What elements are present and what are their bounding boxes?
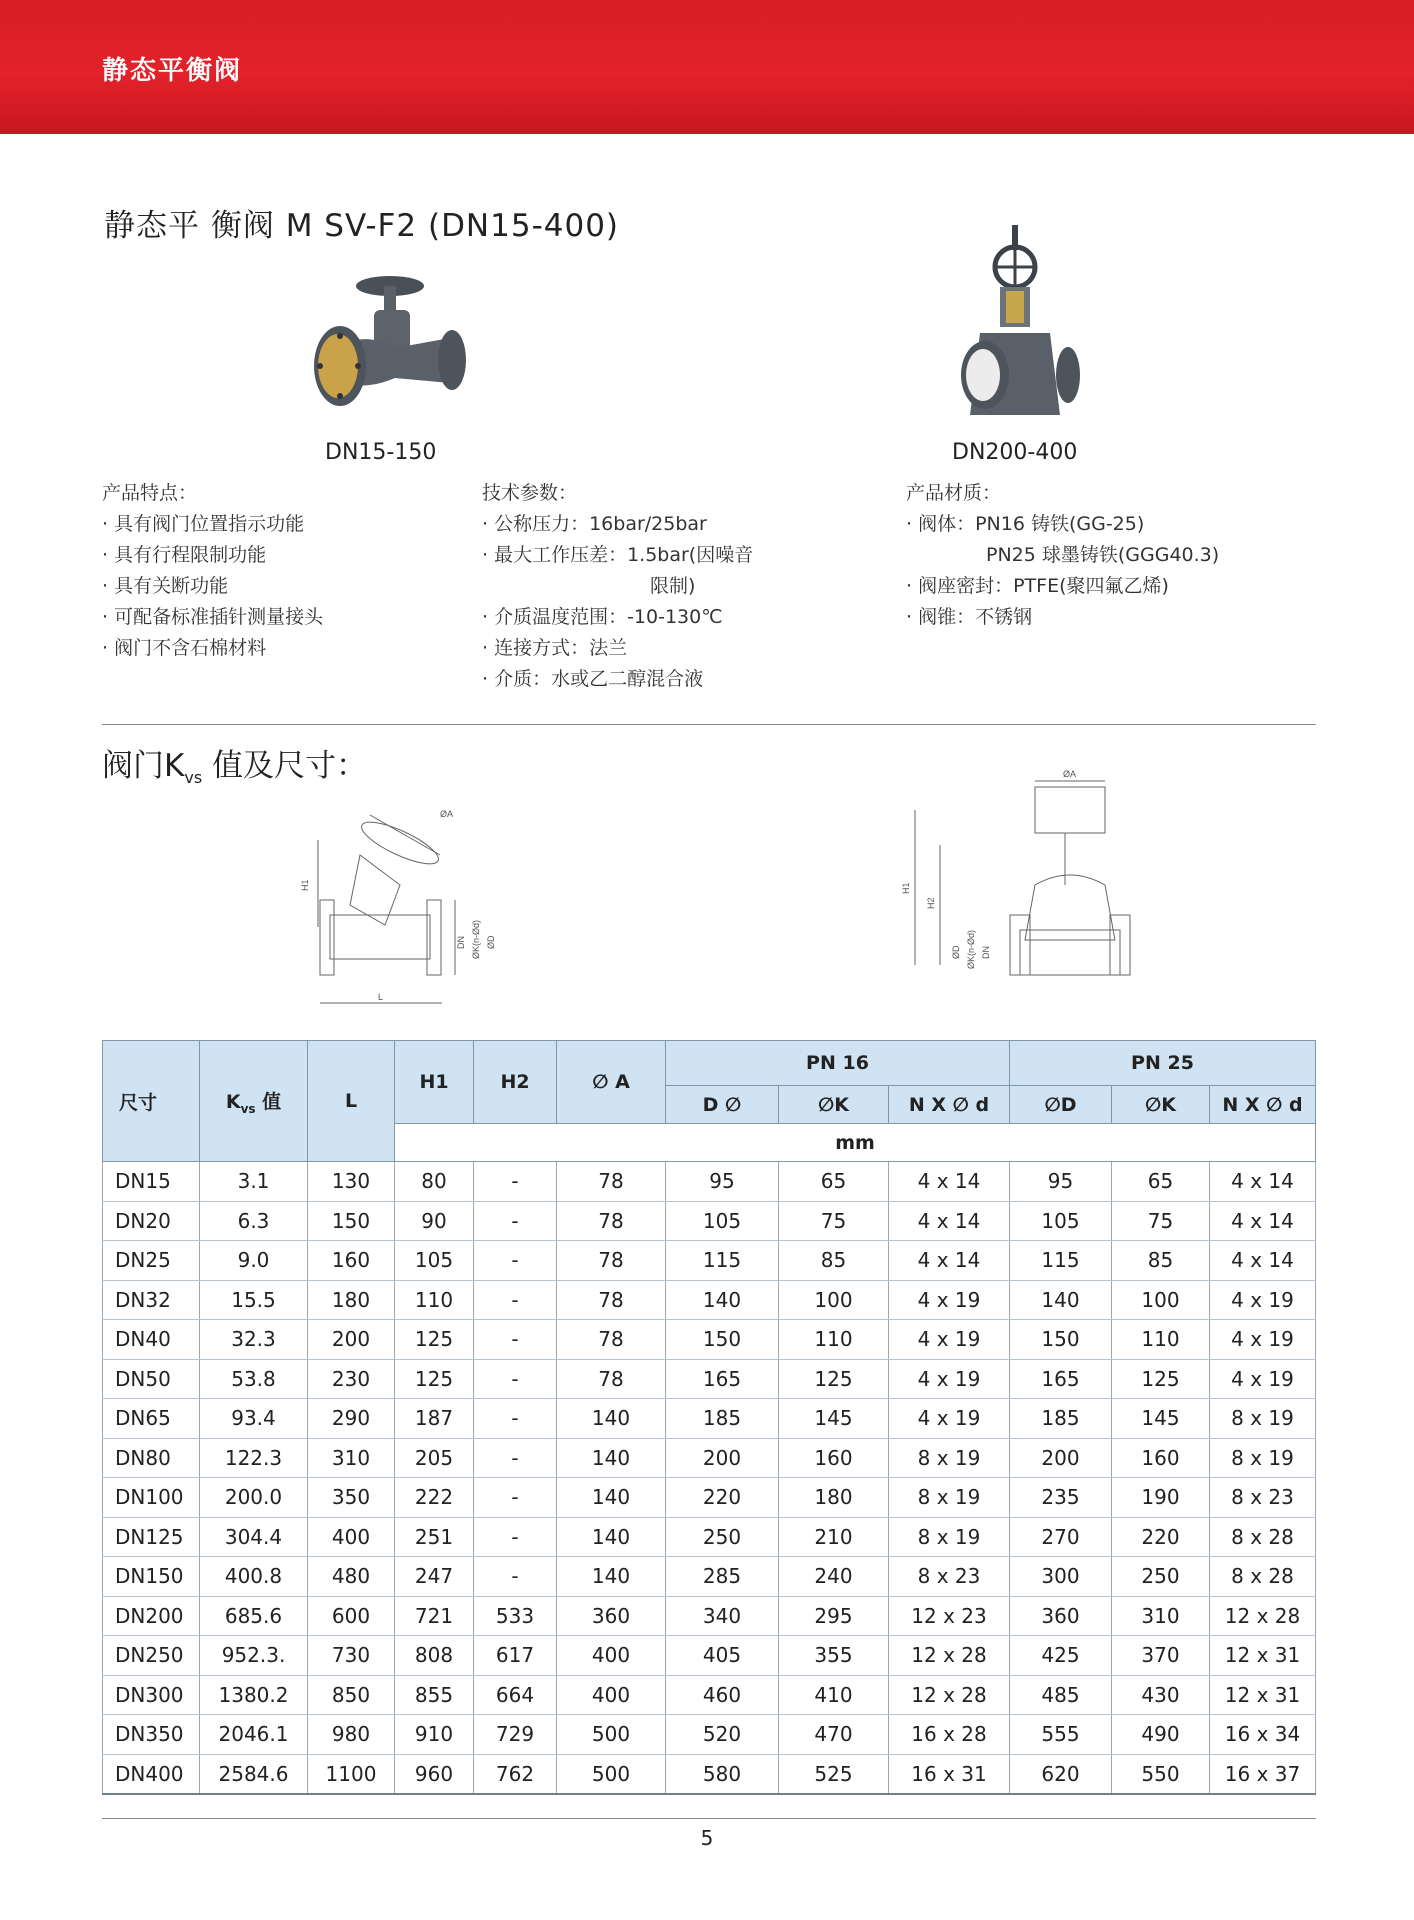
material-column xyxy=(906,478,1219,633)
th-a: ∅ A xyxy=(557,1041,666,1124)
table-cell: 247 xyxy=(395,1557,474,1597)
drawing-globe-valve xyxy=(901,765,1165,1024)
table-cell: 355 xyxy=(779,1636,889,1676)
th-pn25-nd: N X ∅ d xyxy=(1210,1086,1316,1124)
drawing-right-od: ØD xyxy=(951,945,961,959)
table-cell: DN40 xyxy=(103,1320,200,1360)
table-cell: 200.0 xyxy=(200,1478,308,1518)
table-cell: - xyxy=(474,1201,557,1241)
table-cell: 4 x 19 xyxy=(889,1399,1010,1439)
table-cell: 125 xyxy=(1112,1359,1210,1399)
table-cell: 8 x 28 xyxy=(1210,1517,1316,1557)
table-cell: 235 xyxy=(1010,1478,1112,1518)
table-cell: 200 xyxy=(666,1438,779,1478)
table-row xyxy=(103,1715,1316,1755)
table-cell: 78 xyxy=(557,1320,666,1360)
valve-photo-dn200-400 xyxy=(940,225,1090,425)
table-cell: 400 xyxy=(557,1636,666,1676)
table-cell: 425 xyxy=(1010,1636,1112,1676)
tech-item: · 介质：水或乙二醇混合液 xyxy=(482,668,704,690)
th-unit: mm xyxy=(395,1124,1316,1162)
table-cell: 533 xyxy=(474,1596,557,1636)
table-cell: 8 x 28 xyxy=(1210,1557,1316,1597)
table-cell: 8 x 23 xyxy=(1210,1478,1316,1518)
table-cell: 230 xyxy=(308,1359,395,1399)
table-cell: 6.3 xyxy=(200,1201,308,1241)
table-cell: DN80 xyxy=(103,1438,200,1478)
table-cell: 2046.1 xyxy=(200,1715,308,1755)
th-pn25: PN 25 xyxy=(1010,1041,1316,1086)
table-row xyxy=(103,1636,1316,1676)
tech-item: · 连接方式：法兰 xyxy=(482,637,628,659)
table-row xyxy=(103,1280,1316,1320)
features-item: · 可配备标准插针测量接头 xyxy=(102,606,324,628)
table-cell: 8 x 19 xyxy=(1210,1399,1316,1439)
table-cell: 100 xyxy=(779,1280,889,1320)
table-row xyxy=(103,1201,1316,1241)
table-cell: 4 x 14 xyxy=(889,1241,1010,1281)
table-cell: DN65 xyxy=(103,1399,200,1439)
table-cell: 140 xyxy=(557,1478,666,1518)
table-cell: 78 xyxy=(557,1359,666,1399)
table-cell: 145 xyxy=(1112,1399,1210,1439)
drawing-left-ok: ØK(n-Ød) xyxy=(471,919,481,959)
table-cell: 340 xyxy=(666,1596,779,1636)
th-pn16-d: D ∅ xyxy=(666,1086,779,1124)
product-title: 静态平 衡阀 M SV-F2 (DN15-400) xyxy=(104,208,620,244)
table-cell: 90 xyxy=(395,1201,474,1241)
table-cell: 110 xyxy=(779,1320,889,1360)
th-h1: H1 xyxy=(395,1041,474,1124)
table-cell: 115 xyxy=(1010,1241,1112,1281)
tech-heading: 技术参数： xyxy=(482,482,578,504)
table-cell: 12 x 28 xyxy=(889,1636,1010,1676)
table-cell: 105 xyxy=(666,1201,779,1241)
tech-item: · 最大工作压差：1.5bar(因噪音 xyxy=(482,544,754,566)
table-cell: DN100 xyxy=(103,1478,200,1518)
table-cell: DN350 xyxy=(103,1715,200,1755)
table-cell: 4 x 14 xyxy=(889,1162,1010,1202)
table-cell: DN150 xyxy=(103,1557,200,1597)
table-row xyxy=(103,1359,1316,1399)
table-cell: 105 xyxy=(1010,1201,1112,1241)
table-cell: 952.3. xyxy=(200,1636,308,1676)
table-row xyxy=(103,1320,1316,1360)
table-cell: 165 xyxy=(666,1359,779,1399)
header-banner xyxy=(0,0,1414,134)
drawing-left-l: L xyxy=(378,992,384,1002)
table-cell: 150 xyxy=(1010,1320,1112,1360)
table-cell: 580 xyxy=(666,1754,779,1794)
table-cell: 370 xyxy=(1112,1636,1210,1676)
th-l: L xyxy=(308,1041,395,1162)
table-cell: - xyxy=(474,1359,557,1399)
table-cell: 220 xyxy=(666,1478,779,1518)
drawing-left-h1: H1 xyxy=(300,879,310,891)
table-cell: 4 x 19 xyxy=(1210,1359,1316,1399)
table-cell: 250 xyxy=(1112,1557,1210,1597)
table-cell: 150 xyxy=(308,1201,395,1241)
th-h2: H2 xyxy=(474,1041,557,1124)
table-cell: 190 xyxy=(1112,1478,1210,1518)
page-number: 5 xyxy=(700,1826,714,1850)
table-cell: 850 xyxy=(308,1675,395,1715)
table-cell: 140 xyxy=(557,1438,666,1478)
tech-item: · 介质温度范围：-10-130℃ xyxy=(482,606,723,628)
table-cell: 53.8 xyxy=(200,1359,308,1399)
table-cell: 290 xyxy=(308,1399,395,1439)
table-cell: 200 xyxy=(1010,1438,1112,1478)
table-cell: 617 xyxy=(474,1636,557,1676)
kvs-title-rest: 值及尺寸： xyxy=(202,748,368,784)
table-cell: 4 x 19 xyxy=(1210,1280,1316,1320)
table-cell: 12 x 31 xyxy=(1210,1675,1316,1715)
table-cell: 721 xyxy=(395,1596,474,1636)
table-cell: 140 xyxy=(666,1280,779,1320)
features-item: · 具有阀门位置指示功能 xyxy=(102,513,305,535)
table-cell: 8 x 19 xyxy=(889,1478,1010,1518)
table-cell: 730 xyxy=(308,1636,395,1676)
table-cell: 485 xyxy=(1010,1675,1112,1715)
spec-table xyxy=(102,1040,1316,1795)
features-item: · 阀门不含石棉材料 xyxy=(102,637,267,659)
table-cell: 115 xyxy=(666,1241,779,1281)
table-cell: 16 x 31 xyxy=(889,1754,1010,1794)
table-cell: 110 xyxy=(395,1280,474,1320)
table-cell: 620 xyxy=(1010,1754,1112,1794)
table-cell: DN400 xyxy=(103,1754,200,1794)
table-cell: - xyxy=(474,1399,557,1439)
table-cell: 95 xyxy=(666,1162,779,1202)
table-cell: 222 xyxy=(395,1478,474,1518)
table-cell: 240 xyxy=(779,1557,889,1597)
table-cell: 350 xyxy=(308,1478,395,1518)
table-cell: 250 xyxy=(666,1517,779,1557)
table-cell: 78 xyxy=(557,1241,666,1281)
table-cell: 410 xyxy=(779,1675,889,1715)
table-cell: 122.3 xyxy=(200,1438,308,1478)
table-cell: 480 xyxy=(308,1557,395,1597)
table-cell: 160 xyxy=(308,1241,395,1281)
table-cell: 400.8 xyxy=(200,1557,308,1597)
table-cell: 855 xyxy=(395,1675,474,1715)
table-cell: - xyxy=(474,1280,557,1320)
table-cell: 65 xyxy=(1112,1162,1210,1202)
table-cell: 4 x 14 xyxy=(1210,1162,1316,1202)
table-cell: 500 xyxy=(557,1754,666,1794)
table-cell: DN125 xyxy=(103,1517,200,1557)
th-pn25-d: ∅D xyxy=(1010,1086,1112,1124)
material-item: · 阀体：PN16 铸铁(GG-25) xyxy=(906,513,1145,535)
table-cell: 125 xyxy=(395,1359,474,1399)
table-cell: 500 xyxy=(557,1715,666,1755)
table-cell: 1100 xyxy=(308,1754,395,1794)
table-cell: 78 xyxy=(557,1162,666,1202)
drawing-right-h1: H1 xyxy=(901,882,911,894)
table-cell: - xyxy=(474,1478,557,1518)
table-cell: DN20 xyxy=(103,1201,200,1241)
table-cell: 8 x 19 xyxy=(889,1438,1010,1478)
table-cell: 8 x 19 xyxy=(889,1517,1010,1557)
table-cell: 12 x 23 xyxy=(889,1596,1010,1636)
image1-caption: DN15-150 xyxy=(325,440,437,465)
th-pn16-nd: N X ∅ d xyxy=(889,1086,1010,1124)
drawing-left-od: ØD xyxy=(486,935,496,949)
table-cell: DN200 xyxy=(103,1596,200,1636)
table-cell: 270 xyxy=(1010,1517,1112,1557)
table-cell: 460 xyxy=(666,1675,779,1715)
table-cell: 300 xyxy=(1010,1557,1112,1597)
material-item: PN25 球墨铸铁(GGG40.3) xyxy=(986,544,1220,566)
table-cell: 130 xyxy=(308,1162,395,1202)
table-row xyxy=(103,1754,1316,1794)
table-cell: 93.4 xyxy=(200,1399,308,1439)
table-row xyxy=(103,1478,1316,1518)
features-column xyxy=(102,478,323,664)
th-pn16-k: ∅K xyxy=(779,1086,889,1124)
header-title: 静态平衡阀 xyxy=(102,56,243,86)
table-cell: 95 xyxy=(1010,1162,1112,1202)
th-pn16: PN 16 xyxy=(666,1041,1010,1086)
table-row xyxy=(103,1399,1316,1439)
table-cell: 980 xyxy=(308,1715,395,1755)
table-cell: 470 xyxy=(779,1715,889,1755)
footer-divider xyxy=(102,1818,1316,1819)
section-divider xyxy=(102,724,1316,725)
table-cell: 205 xyxy=(395,1438,474,1478)
table-cell: 165 xyxy=(1010,1359,1112,1399)
table-cell: - xyxy=(474,1517,557,1557)
table-cell: 12 x 28 xyxy=(1210,1596,1316,1636)
table-cell: 310 xyxy=(1112,1596,1210,1636)
table-cell: 4 x 19 xyxy=(1210,1320,1316,1360)
drawing-right-dn: DN xyxy=(981,946,991,959)
table-cell: 160 xyxy=(779,1438,889,1478)
table-cell: 4 x 19 xyxy=(889,1320,1010,1360)
table-cell: 180 xyxy=(308,1280,395,1320)
table-cell: 200 xyxy=(308,1320,395,1360)
table-cell: 85 xyxy=(1112,1241,1210,1281)
table-row xyxy=(103,1557,1316,1597)
table-cell: 664 xyxy=(474,1675,557,1715)
table-cell: 32.3 xyxy=(200,1320,308,1360)
drawing-right-ok: ØK(n-Ød) xyxy=(966,929,976,969)
table-cell: 187 xyxy=(395,1399,474,1439)
table-cell: 140 xyxy=(1010,1280,1112,1320)
kvs-title-main: 阀门K xyxy=(102,748,185,784)
table-cell: 16 x 34 xyxy=(1210,1715,1316,1755)
table-cell: 762 xyxy=(474,1754,557,1794)
th-pn25-k: ∅K xyxy=(1112,1086,1210,1124)
image2-caption: DN200-400 xyxy=(952,440,1078,465)
table-cell: 600 xyxy=(308,1596,395,1636)
table-cell: 400 xyxy=(308,1517,395,1557)
table-cell: 360 xyxy=(557,1596,666,1636)
material-item: · 阀座密封：PTFE(聚四氟乙烯) xyxy=(906,575,1169,597)
table-cell: 12 x 31 xyxy=(1210,1636,1316,1676)
table-cell: 8 x 23 xyxy=(889,1557,1010,1597)
table-row xyxy=(103,1596,1316,1636)
table-row xyxy=(103,1675,1316,1715)
table-cell: 525 xyxy=(779,1754,889,1794)
valve-photo-dn15-150 xyxy=(300,258,480,428)
table-cell: 400 xyxy=(557,1675,666,1715)
table-cell: 185 xyxy=(666,1399,779,1439)
tech-item: · 公称压力：16bar/25bar xyxy=(482,513,707,535)
table-cell: DN300 xyxy=(103,1675,200,1715)
table-cell: 8 x 19 xyxy=(1210,1438,1316,1478)
table-cell: 490 xyxy=(1112,1715,1210,1755)
table-cell: 185 xyxy=(1010,1399,1112,1439)
kvs-section-title xyxy=(102,740,367,787)
table-cell: 125 xyxy=(395,1320,474,1360)
table-cell: - xyxy=(474,1241,557,1281)
table-cell: 150 xyxy=(666,1320,779,1360)
table-cell: 685.6 xyxy=(200,1596,308,1636)
table-cell: DN15 xyxy=(103,1162,200,1202)
table-cell: - xyxy=(474,1320,557,1360)
drawing-left-oa: ØA xyxy=(440,809,454,819)
table-cell: 80 xyxy=(395,1162,474,1202)
table-cell: 304.4 xyxy=(200,1517,308,1557)
table-cell: 430 xyxy=(1112,1675,1210,1715)
table-row xyxy=(103,1438,1316,1478)
material-heading: 产品材质： xyxy=(906,482,1002,504)
material-item: · 阀锥：不锈钢 xyxy=(906,606,1033,628)
table-cell: 285 xyxy=(666,1557,779,1597)
table-cell: 160 xyxy=(1112,1438,1210,1478)
table-cell: - xyxy=(474,1162,557,1202)
features-item: · 具有行程限制功能 xyxy=(102,544,267,566)
table-cell: 808 xyxy=(395,1636,474,1676)
table-cell: 16 x 28 xyxy=(889,1715,1010,1755)
table-cell: 220 xyxy=(1112,1517,1210,1557)
table-row xyxy=(103,1241,1316,1281)
table-cell: - xyxy=(474,1557,557,1597)
table-cell: 555 xyxy=(1010,1715,1112,1755)
table-cell: 210 xyxy=(779,1517,889,1557)
table-row xyxy=(103,1517,1316,1557)
table-cell: 310 xyxy=(308,1438,395,1478)
table-cell: 4 x 19 xyxy=(889,1359,1010,1399)
table-cell: 16 x 37 xyxy=(1210,1754,1316,1794)
drawing-right-h2: H2 xyxy=(926,897,936,909)
table-cell: 100 xyxy=(1112,1280,1210,1320)
th-kvs: $K_{vs}$ 值 xyxy=(200,1041,308,1162)
table-cell: 960 xyxy=(395,1754,474,1794)
table-cell: DN32 xyxy=(103,1280,200,1320)
table-cell: DN250 xyxy=(103,1636,200,1676)
table-cell: 520 xyxy=(666,1715,779,1755)
table-cell: 729 xyxy=(474,1715,557,1755)
th-size: 尺寸 xyxy=(103,1041,200,1162)
table-cell: 140 xyxy=(557,1517,666,1557)
table-cell: 75 xyxy=(779,1201,889,1241)
spec-table-body xyxy=(103,1162,1316,1794)
table-cell: 78 xyxy=(557,1201,666,1241)
table-cell: 12 x 28 xyxy=(889,1675,1010,1715)
table-cell: 65 xyxy=(779,1162,889,1202)
table-cell: 15.5 xyxy=(200,1280,308,1320)
table-cell: 140 xyxy=(557,1557,666,1597)
table-cell: 295 xyxy=(779,1596,889,1636)
table-cell: 4 x 14 xyxy=(1210,1241,1316,1281)
tech-column xyxy=(482,478,753,695)
table-cell: DN50 xyxy=(103,1359,200,1399)
table-cell: 405 xyxy=(666,1636,779,1676)
drawing-left-dn: DN xyxy=(456,936,466,949)
kvs-title-sub: vs xyxy=(184,768,203,788)
table-cell: 105 xyxy=(395,1241,474,1281)
table-cell: 251 xyxy=(395,1517,474,1557)
table-cell: 180 xyxy=(779,1478,889,1518)
table-cell: 145 xyxy=(779,1399,889,1439)
table-cell: 110 xyxy=(1112,1320,1210,1360)
table-cell: 85 xyxy=(779,1241,889,1281)
features-item: · 具有关断功能 xyxy=(102,575,229,597)
table-cell: 910 xyxy=(395,1715,474,1755)
features-heading: 产品特点： xyxy=(102,482,198,504)
table-cell: 4 x 14 xyxy=(889,1201,1010,1241)
table-cell: - xyxy=(474,1438,557,1478)
table-cell: 1380.2 xyxy=(200,1675,308,1715)
table-cell: 550 xyxy=(1112,1754,1210,1794)
table-cell: 9.0 xyxy=(200,1241,308,1281)
table-cell: 4 x 14 xyxy=(1210,1201,1316,1241)
table-cell: 2584.6 xyxy=(200,1754,308,1794)
drawing-right-oa: ØA xyxy=(1063,769,1077,779)
tech-item: 限制) xyxy=(650,575,696,597)
table-cell: 140 xyxy=(557,1399,666,1439)
table-row xyxy=(103,1162,1316,1202)
table-cell: 125 xyxy=(779,1359,889,1399)
table-cell: 78 xyxy=(557,1280,666,1320)
table-cell: DN25 xyxy=(103,1241,200,1281)
table-cell: 360 xyxy=(1010,1596,1112,1636)
table-cell: 75 xyxy=(1112,1201,1210,1241)
table-cell: 3.1 xyxy=(200,1162,308,1202)
drawing-angle-valve xyxy=(290,795,580,1019)
table-cell: 4 x 19 xyxy=(889,1280,1010,1320)
